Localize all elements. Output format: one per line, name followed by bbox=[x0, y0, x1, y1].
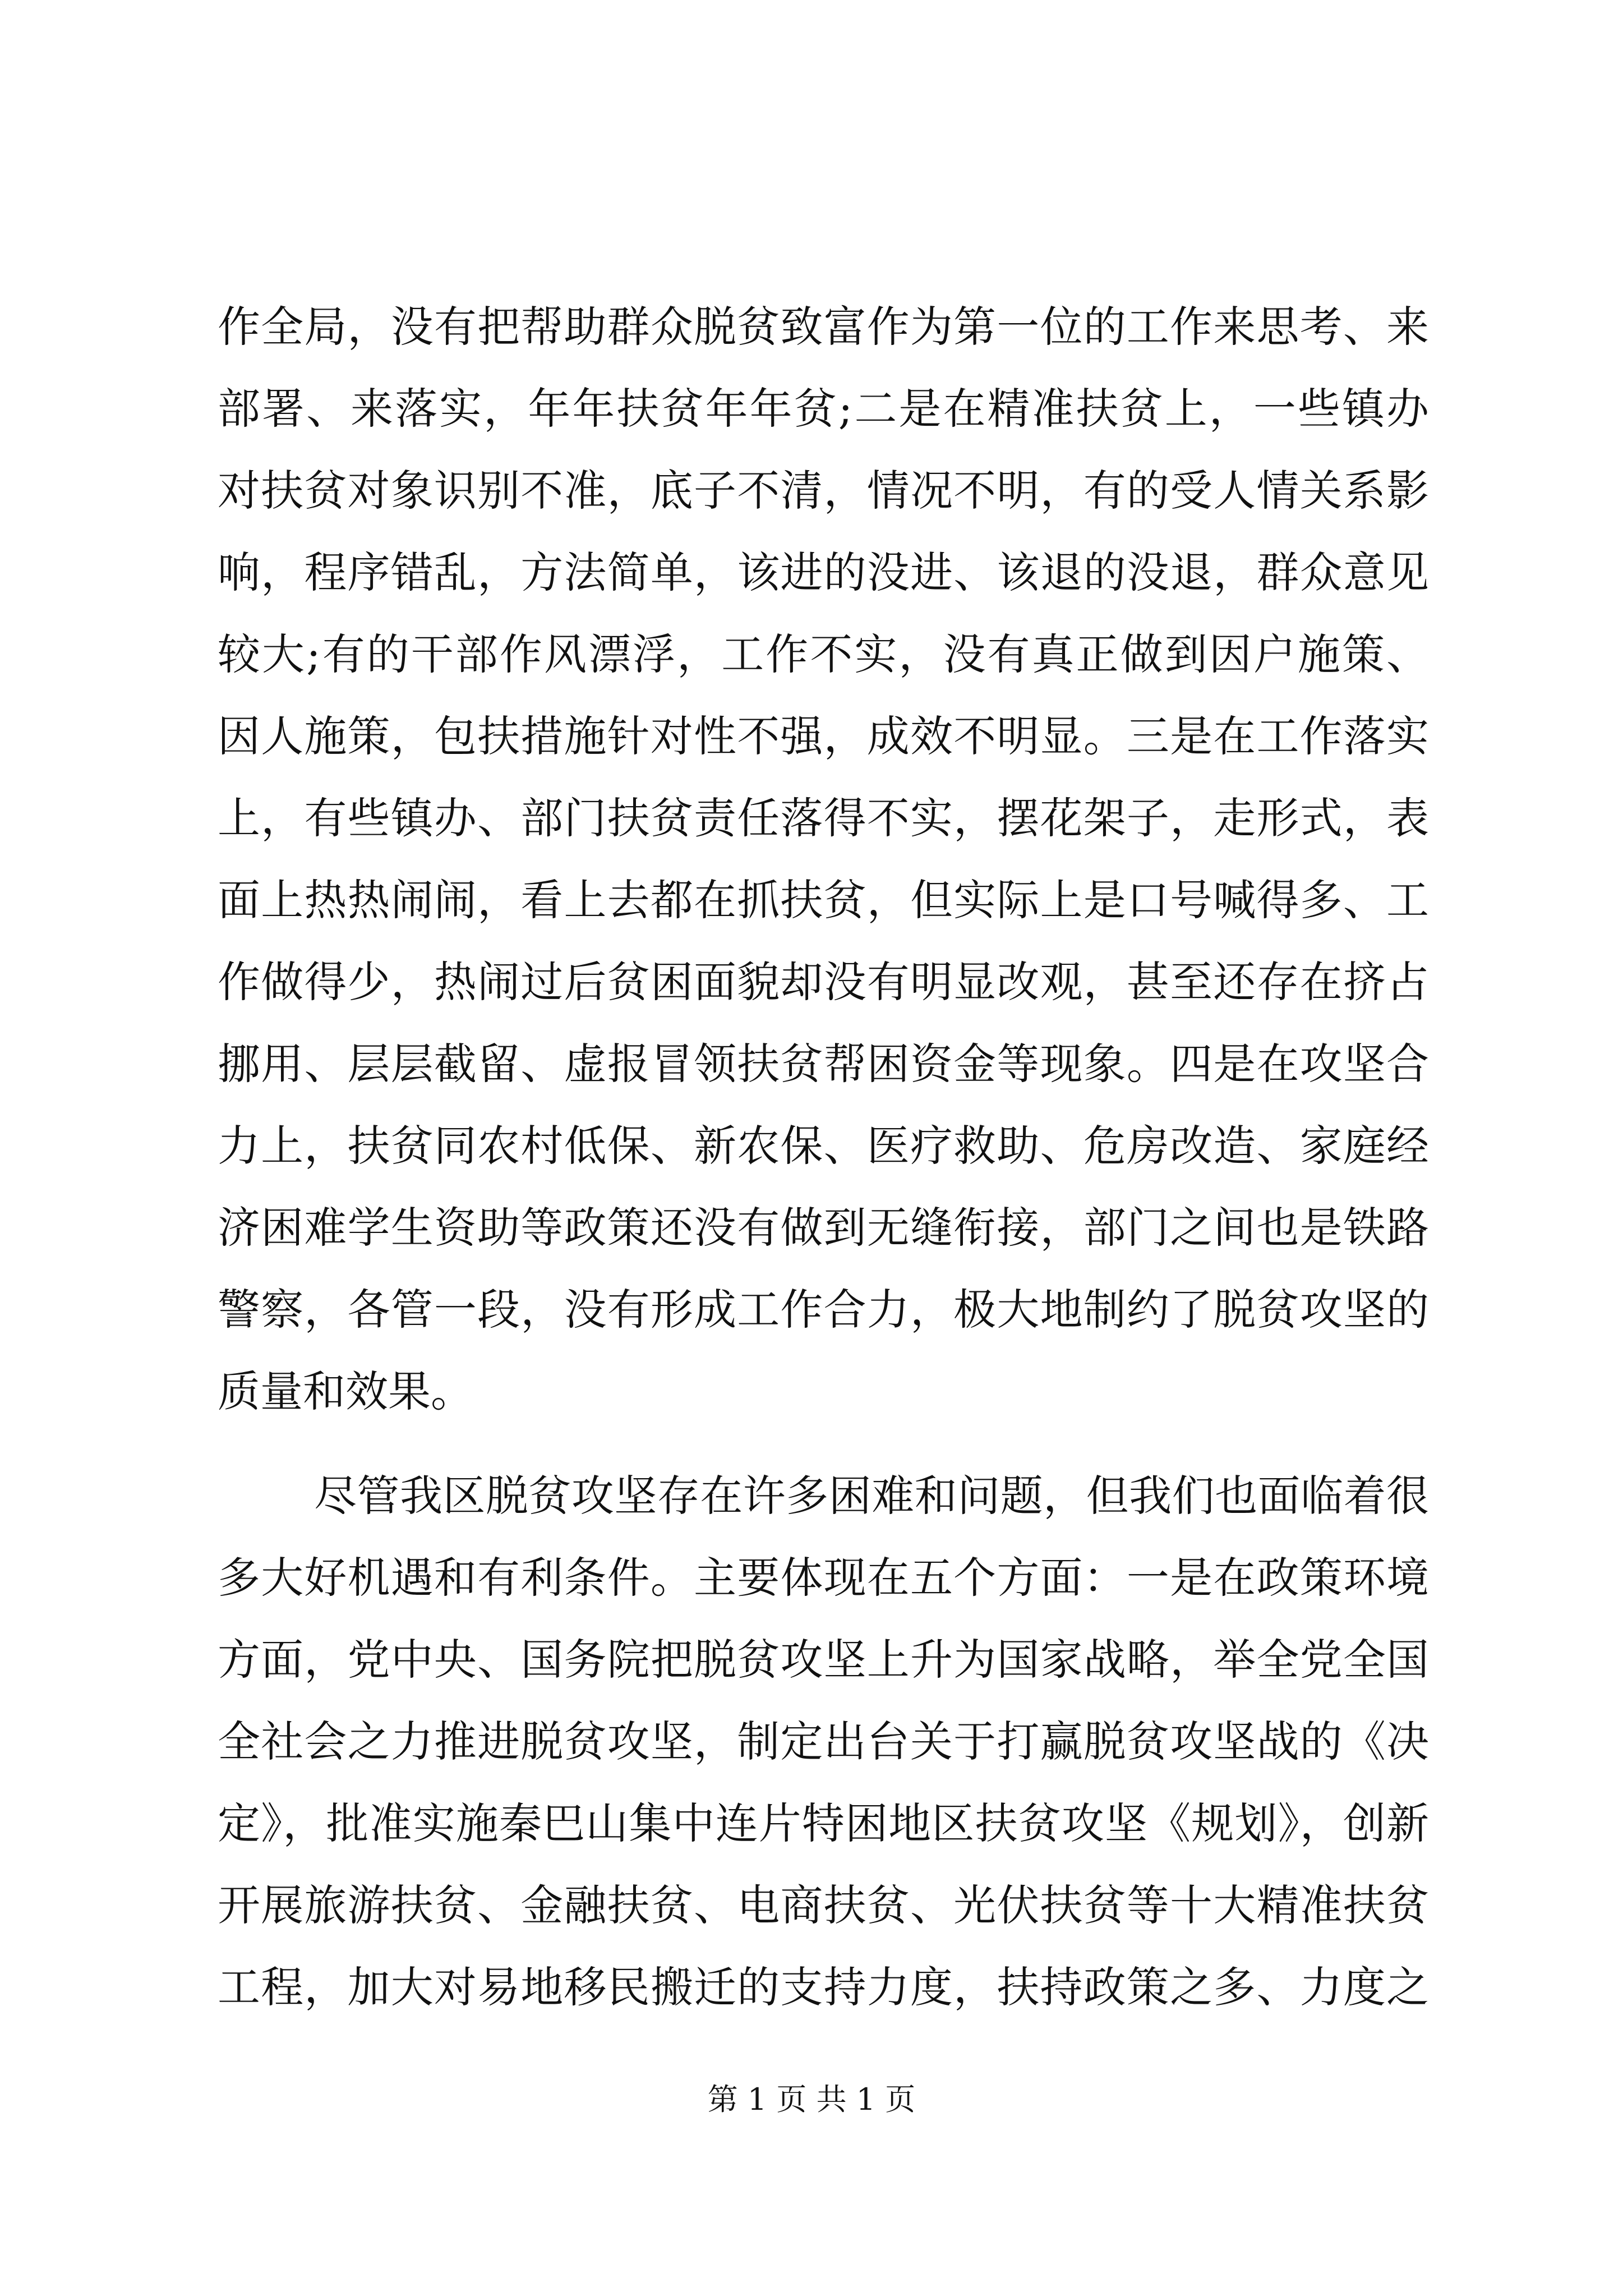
text-line: 面上热热闹闹，看上去都在抓扶贫，但实际上是口号喊得多、工 bbox=[218, 875, 1429, 925]
text-line: 较大;有的干部作风漂浮，工作不实，没有真正做到因户施策、 bbox=[218, 629, 1429, 679]
paragraph-2 bbox=[218, 1455, 1429, 2028]
paragraph-gap bbox=[218, 1433, 1429, 1455]
text-line: 多大好机遇和有利条件。主要体现在五个方面：一是在政策环境 bbox=[218, 1553, 1429, 1603]
page-footer bbox=[0, 2080, 1623, 2119]
text-line: 定》，批准实施秦巴山集中连片特困地区扶贫攻坚《规划》，创新 bbox=[218, 1798, 1429, 1848]
page-number: 第 1 页 共 1 页 bbox=[707, 2082, 916, 2117]
text-line: 尽管我区脱贫攻坚存在许多困难和问题，但我们也面临着很 bbox=[314, 1471, 1429, 1521]
text-line: 力上，扶贫同农村低保、新农保、医疗救助、危房改造、家庭经 bbox=[218, 1121, 1429, 1171]
text-line: 因人施策，包扶措施针对性不强，成效不明显。三是在工作落实 bbox=[218, 711, 1429, 761]
text-line: 工程，加大对易地移民搬迁的支持力度，扶持政策之多、力度之 bbox=[218, 1962, 1429, 2012]
text-line: 方面，党中央、国务院把脱贫攻坚上升为国家战略，举全党全国 bbox=[218, 1635, 1429, 1685]
text-line: 作做得少，热闹过后贫困面貌却没有明显改观，甚至还存在挤占 bbox=[218, 957, 1429, 1007]
text-line: 对扶贫对象识别不准，底子不清，情况不明，有的受人情关系影 bbox=[218, 466, 1429, 516]
text-line: 上，有些镇办、部门扶贫责任落得不实，摆花架子，走形式，表 bbox=[218, 793, 1429, 843]
text-line: 警察，各管一段，没有形成工作合力，极大地制约了脱贫攻坚的 bbox=[218, 1285, 1429, 1335]
text-line: 全社会之力推进脱贫攻坚，制定出台关于打赢脱贫攻坚战的《决 bbox=[218, 1717, 1429, 1766]
text-line: 挪用、层层截留、虚报冒领扶贫帮困资金等现象。四是在攻坚合 bbox=[218, 1039, 1429, 1089]
text-line: 响，程序错乱，方法简单，该进的没进、该退的没退，群众意见 bbox=[218, 547, 1429, 597]
text-line: 开展旅游扶贫、金融扶贫、电商扶贫、光伏扶贫等十大精准扶贫 bbox=[218, 1880, 1429, 1930]
text-line: 部署、来落实，年年扶贫年年贫;二是在精准扶贫上，一些镇办 bbox=[218, 384, 1429, 434]
text-line: 济困难学生资助等政策还没有做到无缝衔接，部门之间也是铁路 bbox=[218, 1203, 1429, 1253]
text-line: 质量和效果。 bbox=[218, 1366, 473, 1416]
body-text bbox=[218, 286, 1429, 2028]
paragraph-1 bbox=[218, 286, 1429, 1433]
text-line: 作全局，没有把帮助群众脱贫致富作为第一位的工作来思考、来 bbox=[218, 302, 1429, 352]
